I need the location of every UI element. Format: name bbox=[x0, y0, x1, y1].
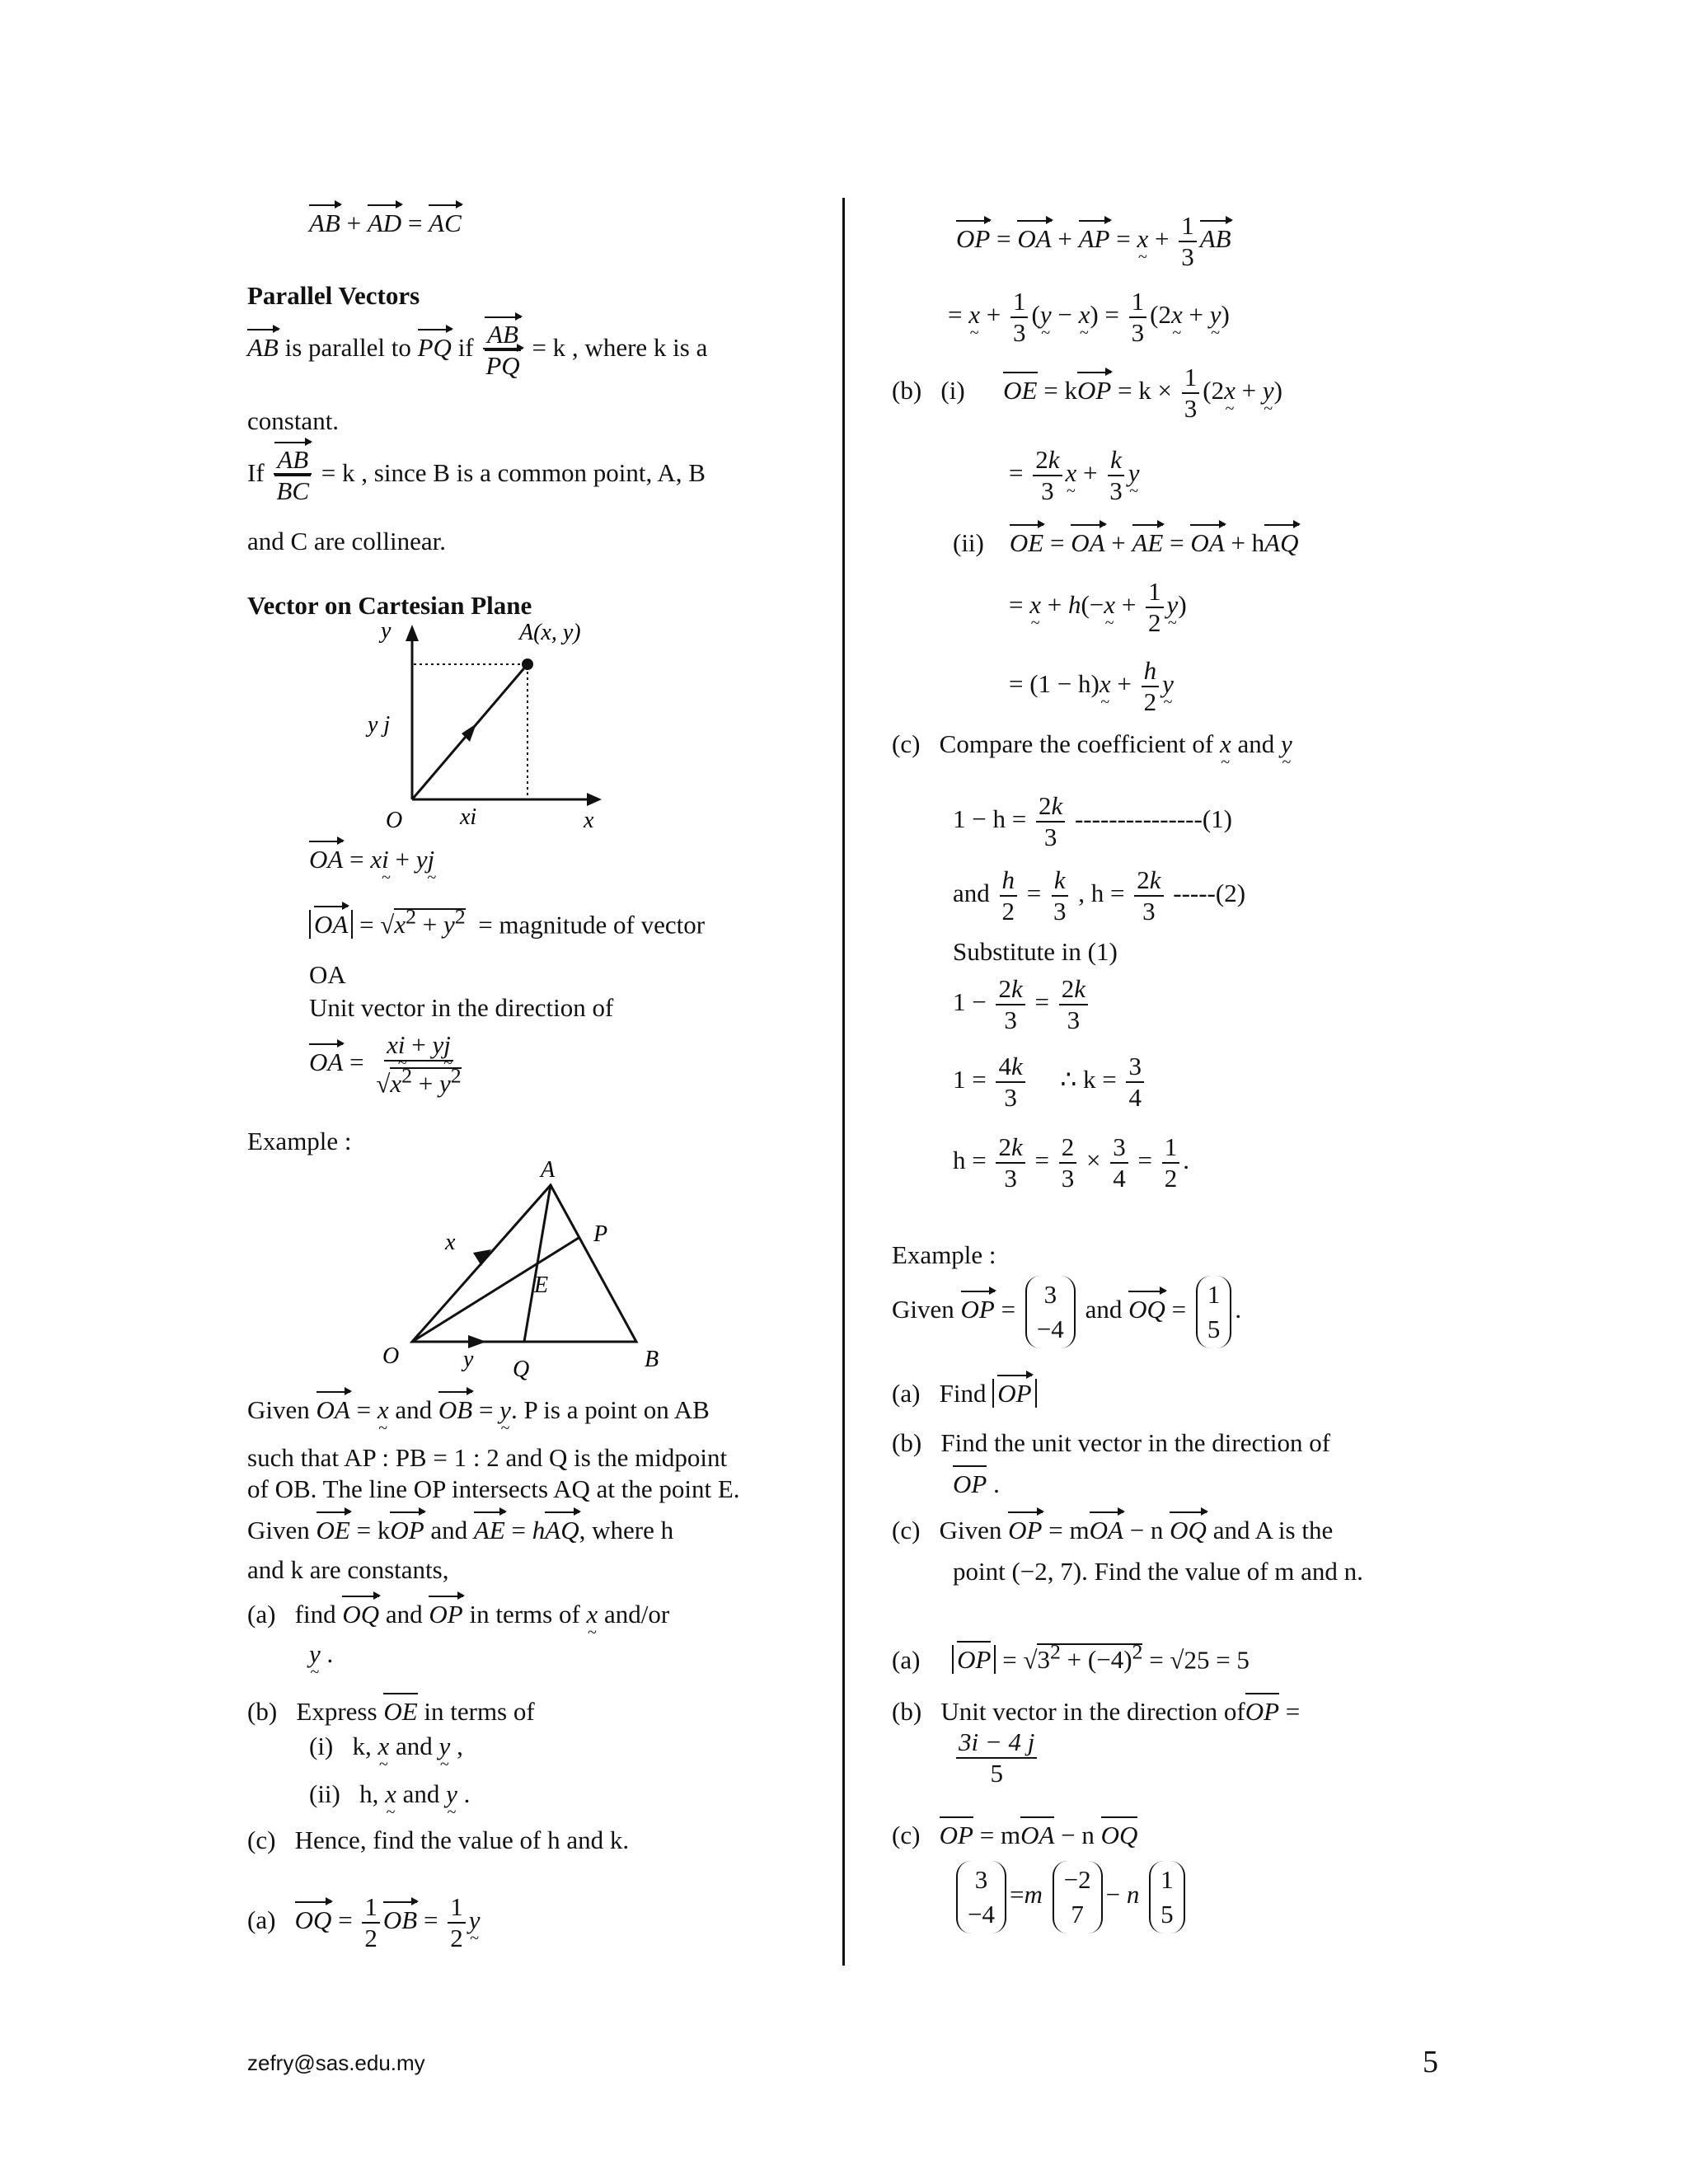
collinear-line2: and C are collinear. bbox=[247, 527, 447, 555]
question-a-cont: y ~ . bbox=[309, 1638, 333, 1670]
magnitude-equation: OA = $√x^2 + y^2$ = magnitude of vector bbox=[309, 902, 705, 940]
equation-2: and $\frac{h}{2}$ = $\frac{k}{3}$ , h = $\frac{2k}{3}$ -----(2) bbox=[953, 865, 1246, 926]
example-ans-a: (a) OP = $√3^2 + (-4)^2 = √25 = 5$ bbox=[892, 1640, 1250, 1675]
example-ans-b: (b) Unit vector in the direction ofOP = bbox=[892, 1697, 1301, 1726]
example-qb: (b) Find the unit vector in the direction of bbox=[892, 1428, 1331, 1457]
plot-yj-label: y j bbox=[368, 712, 391, 738]
oa-component-equation: OA = xi ~ + yj ~ bbox=[309, 844, 434, 875]
tri-B: B bbox=[645, 1347, 659, 1372]
example-qc: (c) Given OP = mOA − n OQ and A is the bbox=[892, 1516, 1334, 1544]
unit-vector-text: Unit vector in the direction of bbox=[309, 993, 614, 1022]
cartesian-diagram bbox=[363, 616, 610, 831]
example-ans-c-matrix: 3 −4 =m −2 7 − n 1 5 bbox=[953, 1861, 1189, 1933]
tri-y: y bbox=[463, 1347, 474, 1372]
unit-vector-formula: OA = $\frac{xi \sim + yj \sim}{√x^2 + y^2}$ bbox=[309, 1030, 467, 1099]
example-qc-cont: point (−2, 7). Find the value of m and n. bbox=[953, 1557, 1363, 1586]
op-equation: OP = OA + AP = x ~ + $\frac{1}{3}$ AB bbox=[956, 211, 1231, 272]
parallel-condition: AB is parallel to PQ if $\frac{AB}{PQ}$ = k , where k is a bbox=[247, 320, 708, 380]
substitute-eq: 1 − $\frac{2k}{3}$ = $\frac{2k}{3}$ bbox=[953, 974, 1091, 1035]
tri-Q: Q bbox=[513, 1357, 530, 1382]
question-a: (a) find OQ and OP in terms of x ~ and/or bbox=[247, 1599, 669, 1630]
answer-b-i: (b) (i) OE = kOP = k × $\frac{1}{3}$ (2x ~ + y ~) bbox=[892, 363, 1282, 424]
answer-a: (a) OQ = $\frac{1}{2}$ OB = $\frac{1}{2}$ y ~ bbox=[247, 1892, 481, 1953]
collinear-condition: If $\frac{AB}{BC}$ = k , since B is a common point, A, B bbox=[247, 445, 706, 505]
para-line1: such that AP : PB = 1 : 2 and Q is the midpoint bbox=[247, 1443, 728, 1472]
equation-1: 1 − h = $\frac{2k}{3}$ ---------------(1) bbox=[953, 791, 1232, 851]
footer-email: zefry@sas.edu.my bbox=[247, 2050, 425, 2075]
example-ans-c: (c) OP = mOA − n OQ bbox=[892, 1821, 1138, 1849]
op-equation-2: = x ~ + $\frac{1}{3}$ (y ~ − x ~) = $\frac{1}{3}$ (2x ~ + y ~) bbox=[948, 287, 1230, 348]
given-constants-line: Given OE = kOP and AE = hAQ, where h bbox=[247, 1516, 674, 1544]
question-b: (b) Express OE in terms of bbox=[247, 1697, 535, 1726]
tri-O: O bbox=[382, 1343, 400, 1369]
para-line2: of OB. The line OP intersects AQ at the point E. bbox=[247, 1474, 740, 1503]
plot-origin-label: O bbox=[386, 808, 403, 831]
plot-xi-label: xi bbox=[460, 804, 477, 830]
plot-y-label: y bbox=[381, 618, 392, 644]
solve-h: h = $\frac{2k}{3}$ = $\frac{2}{3}$ × $\frac{3}{4}$ = $\frac{1}{2}$ . bbox=[953, 1132, 1189, 1193]
parallel-vectors-heading: Parallel Vectors bbox=[247, 281, 420, 310]
example-label-right: Example : bbox=[892, 1240, 996, 1269]
tri-P: P bbox=[593, 1221, 608, 1247]
page-number: 5 bbox=[1423, 2045, 1438, 2079]
example-qb-cont: OP . bbox=[953, 1469, 1000, 1498]
tri-A: A bbox=[541, 1157, 556, 1183]
example-qa: (a) Find OP bbox=[892, 1378, 1037, 1409]
example-ans-b-frac: $\frac{3i - 4 j}{5}$ bbox=[953, 1727, 1040, 1788]
given-line: Given OA = x ~ and OB = y ~. P is a point on AB bbox=[247, 1394, 710, 1426]
question-b-ii: (ii) h, x ~ and y ~ . bbox=[309, 1779, 470, 1810]
solve-k: 1 = $\frac{4k}{3}$ ∴ k = $\frac{3}{4}$ bbox=[953, 1052, 1147, 1113]
tri-x: x bbox=[445, 1230, 456, 1255]
vector-sum-equation: AB + AD = AC bbox=[309, 209, 462, 237]
tri-E: E bbox=[534, 1272, 549, 1298]
answer-c: (c) Compare the coefficient of x ~ and y ~ bbox=[892, 729, 1292, 760]
substitute-text: Substitute in (1) bbox=[953, 937, 1118, 966]
example-given: Given OP = 3 −4 and OQ = 1 5 . bbox=[892, 1276, 1241, 1348]
answer-b-i-2: = $\frac{2k}{3}$ x ~ + $\frac{k}{3}$ y ~ bbox=[1009, 445, 1140, 506]
answer-b-ii: (ii) OE = OA + AE = OA + hAQ bbox=[953, 528, 1299, 557]
column-divider bbox=[842, 198, 845, 1966]
plot-point-label: A(x, y) bbox=[519, 620, 581, 645]
answer-b-ii-3: = (1 − h)x ~ + $\frac{h}{2}$ y ~ bbox=[1009, 656, 1174, 717]
para-line3: and k are constants, bbox=[247, 1555, 449, 1584]
cartesian-heading: Vector on Cartesian Plane bbox=[247, 591, 532, 620]
plot-x-label: x bbox=[584, 808, 594, 831]
oa-text: OA bbox=[309, 960, 346, 989]
question-b-i: (i) k, x ~ and y ~ , bbox=[309, 1731, 463, 1762]
answer-b-ii-2: = x ~ + h(−x ~ + $\frac{1}{2}$ y ~) bbox=[1009, 577, 1187, 638]
constant-line: constant. bbox=[247, 406, 340, 435]
example-label-left: Example : bbox=[247, 1127, 352, 1155]
triangle-diagram bbox=[371, 1151, 684, 1390]
question-c: (c) Hence, find the value of h and k. bbox=[247, 1825, 630, 1854]
